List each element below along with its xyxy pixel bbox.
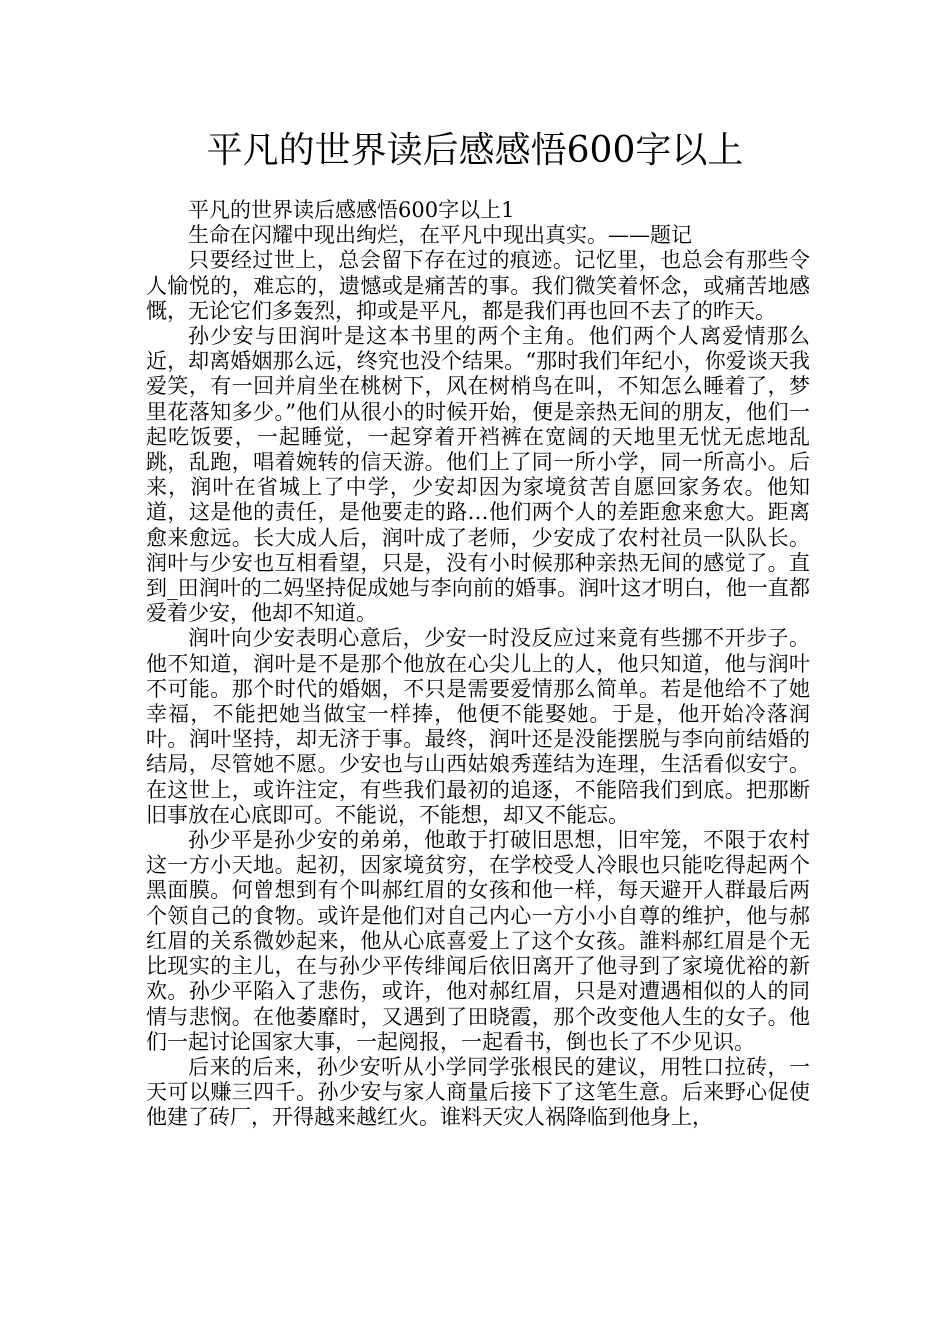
epigraph: 生命在闪耀中现出绚烂，在平凡中现出真实。——题记 [188, 223, 692, 248]
paragraph: 润叶向少安表明心意后，少安一时没反应过来竟有些挪不开步子。他不知道，润叶是不是那个他放在心尖儿上的人，他只知道，他与润叶不可能。那个时代的婚姻，不只是需要爱情那么简单。若是他给不了她幸福，不能把她当做宝一样捧，他便不能娶她。于是，他开始冷落润叶。润叶坚持，却无济于事。最终，润叶还是没能摆脱与李向前结婚的结局，尽管她不愿。少安也与山西姑娘秀莲结为连理，生活看似安宁。在这世上，或许注定，有些我们最初的追逐，不能陪我们到底。把那断旧事放在心底即可。不能说，不能想，却又不能忘。 [146, 626, 810, 827]
document-subtitle: 平凡的世界读后感感悟600字以上1 [188, 198, 515, 222]
paragraph: 后来的后来，孙少安听从小学同学张根民的建议，用牲口拉砖，一天可以赚三四千。孙少安与家人商量后接下了这笔生意。后来野心促使他建了砖厂，开得越来越红火。谁料天灾人祸降临到他身上， [146, 1054, 810, 1130]
paragraph: 只要经过世上，总会留下存在过的痕迹。记忆里，也总会有那些令人愉悦的，难忘的，遗憾或是痛苦的事。我们微笑着怀念，或痛苦地感慨，无论它们多轰烈，抑或是平凡，都是我们再也回不去了的昨天。 [146, 248, 810, 323]
paragraph: 孙少平是孙少安的弟弟，他敢于打破旧思想，旧牢笼，不限于农村这一方小天地。起初，因家境贫穷，在学校受人冷眼也只能吃得起两个黑面膜。何曾想到有个叫郝红眉的女孩和他一样，每天避开人群最后两个领自己的食物。或许是他们对自己内心一方小小自尊的维护，他与郝红眉的关系微妙起来，他从心底喜爱上了这个女孩。誰料郝红眉是个无比现实的主儿，在与孙少平传绯闻后依旧离开了他寻到了家境优裕的新欢。孙少平陷入了悲伤，或许，他对郝红眉，只是对遭遇相似的人的同情与悲悯。在他萎靡时，又遇到了田晓霞，那个改变他人生的女子。他们一起讨论国家大事，一起阅报，一起看书，倒也长了不少见识。 [146, 828, 810, 1054]
document-title: 平凡的世界读后感感悟600字以上 [206, 130, 744, 171]
document-body [146, 198, 810, 1131]
paragraph: 孙少安与田润叶是这本书里的两个主角。他们两个人离爱情那么近，却离婚姻那么远，终究也没个结果。“那时我们年纪小，你爱谈天我爱笑，有一回并肩坐在桃树下，风在树梢鸟在叫，不知怎么睡着了，梦里花落知多少。”他们从很小的时候开始，便是亲热无间的朋友，他们一起吃饭要，一起睡觉，一起穿着开裆裤在宽阔的天地里无忧无虑地乱跳，乱跑，唱着婉转的信天游。他们上了同一所小学，同一所高小。后来，润叶在省城上了中学，少安却因为家境贫苦自愿回家务农。他知道，这是他的责任，是他要走的路…他们两个人的差距愈来愈大。距离愈来愈远。长大成人后，润叶成了老师，少安成了农村社员一队队长。润叶与少安也互相看望，只是，没有小时候那种亲热无间的感觉了。直到_田润叶的二妈坚持促成她与李向前的婚事。润叶这才明白，他一直都爱着少安，他却不知道。 [146, 324, 810, 626]
